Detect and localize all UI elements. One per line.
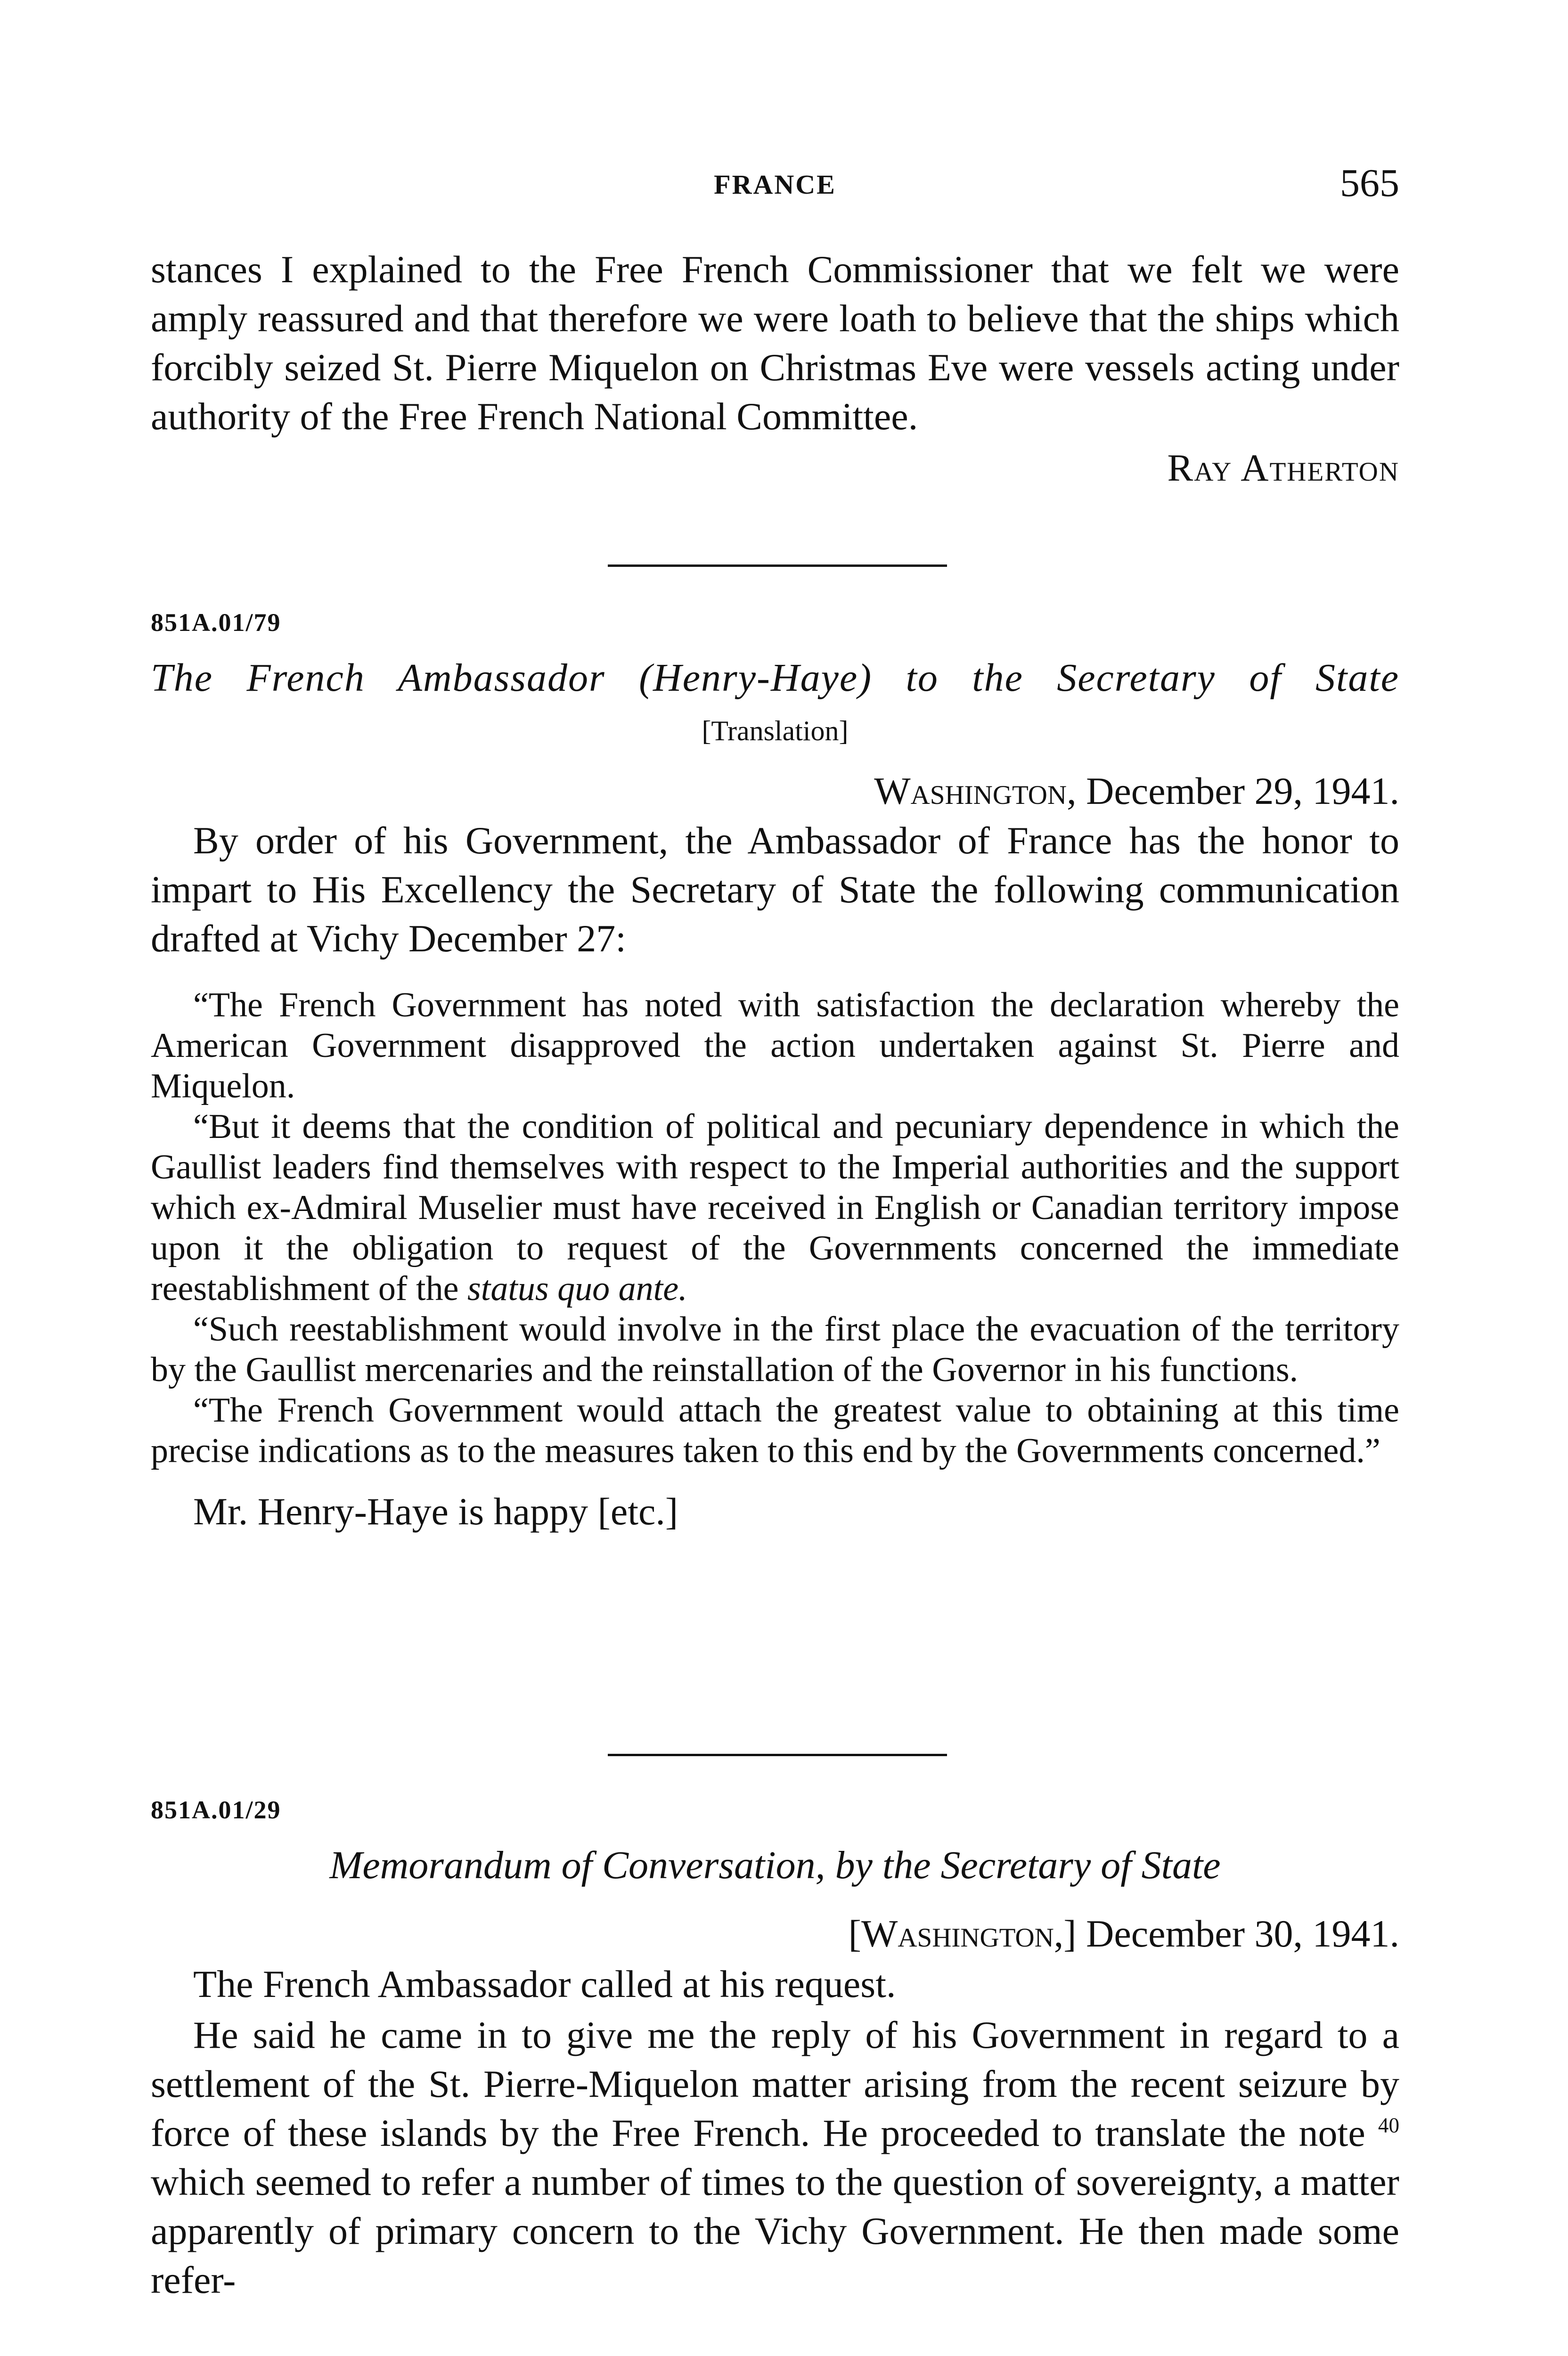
section-3 — [151, 1795, 1399, 2305]
running-title: FRANCE — [714, 169, 836, 200]
quote-paragraph: “The French Government has noted with satisfaction the declaration whereby the American Government disapproved the action undertaken against St. Pierre and Miquelon. — [151, 986, 1399, 1105]
dateline — [151, 769, 1399, 813]
dateline-date: December 29, 1941. — [1086, 769, 1399, 812]
footnote-reference: 40 — [1378, 2113, 1400, 2137]
quote-paragraph: “Such reestablishment would involve in the first place the evacuation of the territory by the Gaullist mercenaries and the reinstallation of the Governor in his functions. — [151, 1310, 1399, 1389]
quote-paragraph: “But it deems that the condition of political and pecuniary dependence in which the Gaullist leaders find themselves with respect to the Imperial authorities and the support which ex-Admiral Muselier must have received in English or Canadian territory impose upon it the obligation to request of the Governments concerned the immediate reestablishment of the status quo ante. — [151, 1107, 1399, 1308]
file-code: 851A.01/29 — [151, 1796, 281, 1824]
document-title: The French Ambassador (Henry-Haye) to the Secretary of State — [151, 656, 1399, 700]
continuation-paragraph: stances I explained to the Free French Commissioner that we felt we were amply reassured and that therefore we were loath to believe that the ships which forcibly seized St. Pierre Miquelon on Christmas Eve were vessels acting under authority of the Free French National Committee. — [151, 248, 1399, 438]
page-number: 565 — [1340, 161, 1399, 205]
section-divider — [608, 1754, 947, 1756]
italic-phrase: status quo ante. — [467, 1269, 687, 1308]
document-title: Memorandum of Conversation, by the Secretary of State — [329, 1843, 1221, 1887]
dateline-date: December 30, 1941. — [1086, 1912, 1399, 1955]
section-1 — [151, 245, 1399, 490]
quote-paragraph: “The French Government would attach the greatest value to obtaining at this time precise indications as to the measures taken to this end by the Governments concerned.” — [151, 1391, 1399, 1470]
section-2 — [151, 608, 1399, 1536]
intro-paragraph: By order of his Government, the Ambassador of France has the honor to impart to His Excellency the Secretary of State the following communication drafted at Vichy December 27: — [151, 819, 1399, 960]
translation-note: [Translation] — [702, 715, 849, 746]
closing-line: Mr. Henry-Haye is happy [etc.] — [193, 1490, 678, 1533]
running-head — [151, 160, 1399, 212]
dateline — [151, 1912, 1399, 1956]
dateline-place: [Washington,] — [848, 1912, 1077, 1955]
section-divider — [608, 564, 947, 567]
paragraph: The French Ambassador called at his request. — [193, 1963, 896, 2005]
paragraph: He said he came in to give me the reply of his Government in regard to a settlement of the St. Pierre-Miquelon matter arising from the recent seizure by force of these islands by the Free French. He proceeded to translate the note $^{40}$ which seemed to refer a number of times to the question of sovereignty, a matter apparently of primary concern to the Vichy Government. He then made some refer- — [151, 2013, 1400, 2301]
signature: Ray Atherton — [1167, 446, 1399, 489]
dateline-place: Washington, — [874, 769, 1077, 812]
quoted-communication — [151, 985, 1399, 1471]
file-code: 851A.01/79 — [151, 608, 281, 637]
